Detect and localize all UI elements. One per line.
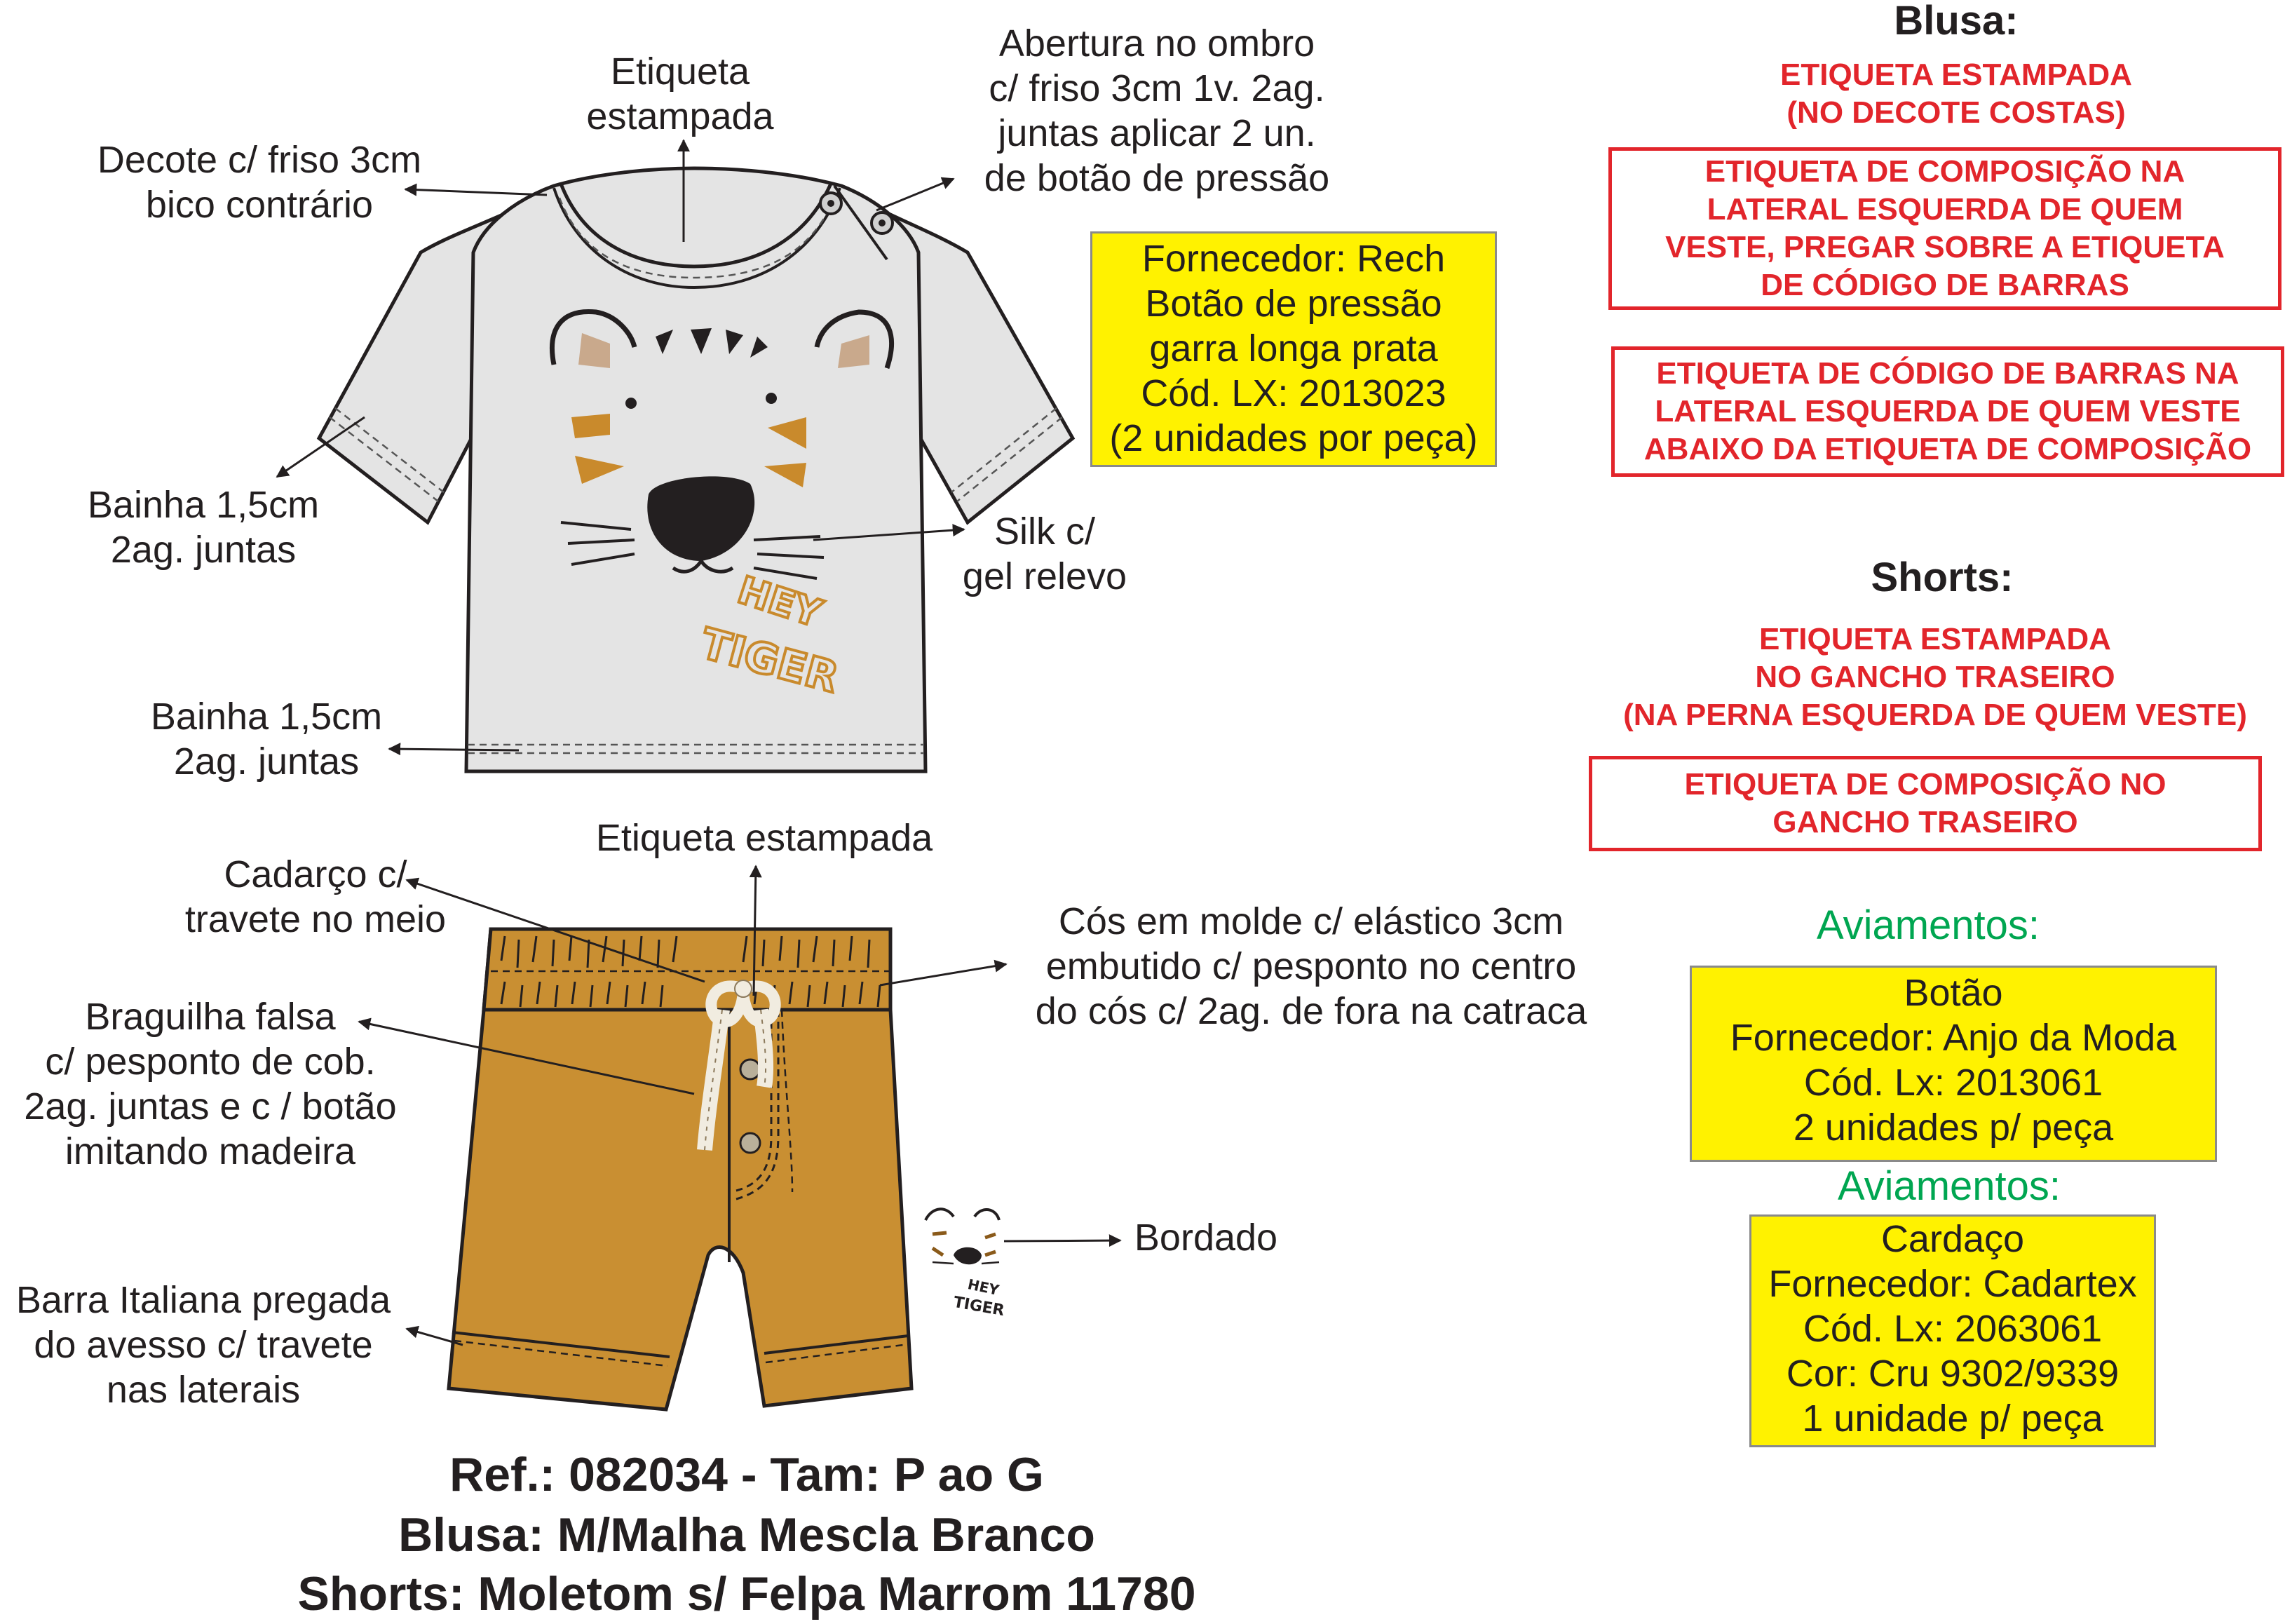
embroidery-tiger: [925, 1209, 1005, 1320]
right-title-shorts: Shorts:: [1871, 555, 2014, 600]
callout-etiqueta-estampada-blusa: Etiqueta estampada: [586, 50, 774, 137]
callout-barra-italiana: Barra Italiana pregada do avesso c/ travete nas laterais: [15, 1279, 391, 1411]
callout-bainha-barra: Bainha 1,5cm 2ag. juntas: [150, 696, 383, 783]
shorts-label-etiqueta-estampada: ETIQUETA ESTAMPADA NO GANCHO TRASEIRO (NA PERNA ESQUERDA DE QUEM VESTE): [1623, 622, 2247, 732]
aviamentos-title-1: Aviamentos:: [1816, 902, 2040, 948]
aviamentos-box-botao: Botão Fornecedor: Anjo da Moda Cód. Lx: 2013061 2 unidades p/ peça: [1690, 966, 2217, 1162]
callout-braguilha: Braguilha falsa c/ pesponto de cob. 2ag. juntas e c / botão imitando madeira: [24, 996, 397, 1172]
blusa-label-etiqueta-estampada: ETIQUETA ESTAMPADA (NO DECOTE COSTAS): [1780, 57, 2132, 130]
print-text-hey: HEY: [732, 567, 827, 636]
callout-cadarco: Cadarço c/ travete no meio: [184, 853, 447, 940]
callout-abertura-ombro: Abertura no ombro c/ friso 3cm 1v. 2ag. juntas aplicar 2 un. de botão de pressão: [984, 22, 1330, 199]
footer-shorts: Shorts: Moletom s/ Felpa Marrom 11780: [297, 1567, 1196, 1620]
svg-text:TIGER: TIGER: [951, 1293, 1006, 1320]
callout-silk: Silk c/ gel relevo: [962, 510, 1127, 597]
right-title-blusa: Blusa:: [1894, 0, 2019, 43]
aviamentos-box-cadarco: Cardaço Fornecedor: Cadartex Cód. Lx: 2063061 Cor: Cru 9302/9339 1 unidade p/ peça: [1749, 1214, 2156, 1447]
wood-button-2: [740, 1133, 760, 1153]
blusa-box-composicao: ETIQUETA DE COMPOSIÇÃO NA LATERAL ESQUERDA DE QUEM VESTE, PREGAR SOBRE A ETIQUETA DE CÓDIGO DE BARRAS: [1608, 147, 2281, 310]
blusa-box-codigo-barras: ETIQUETA DE CÓDIGO DE BARRAS NA LATERAL ESQUERDA DE QUEM VESTE ABAIXO DA ETIQUETA DE COMPOSIÇÃO: [1611, 346, 2284, 477]
callout-decote: Decote c/ friso 3cm bico contrário: [97, 139, 422, 226]
footer-ref: Ref.: 082034 - Tam: P ao G: [449, 1448, 1044, 1501]
callout-etiqueta-estampada-shorts: Etiqueta estampada: [595, 817, 933, 859]
tshirt-drawing: [319, 168, 1073, 771]
aviamentos-title-2: Aviamentos:: [1837, 1163, 2061, 1209]
footer-blusa: Blusa: M/Malha Mescla Branco: [398, 1508, 1095, 1562]
callout-bordado: Bordado: [1134, 1217, 1278, 1259]
svg-text:HEY: HEY: [966, 1275, 1001, 1299]
supplier-box-snap-button: Fornecedor: Rech Botão de pressão garra longa prata Cód. LX: 2013023 (2 unidades por peça): [1090, 231, 1497, 467]
print-text-tiger: TIGER: [696, 618, 844, 703]
callout-cos: Cós em molde c/ elástico 3cm embutido c/ pesponto no centro do cós c/ 2ag. de fora na catraca: [1035, 900, 1587, 1032]
shorts-box-composicao: ETIQUETA DE COMPOSIÇÃO NO GANCHO TRASEIRO: [1589, 756, 2262, 851]
shirt-body: [466, 168, 925, 771]
wood-button-1: [740, 1060, 760, 1079]
callout-bainha-manga: Bainha 1,5cm 2ag. juntas: [87, 484, 320, 571]
shorts-drawing: [449, 929, 1005, 1409]
